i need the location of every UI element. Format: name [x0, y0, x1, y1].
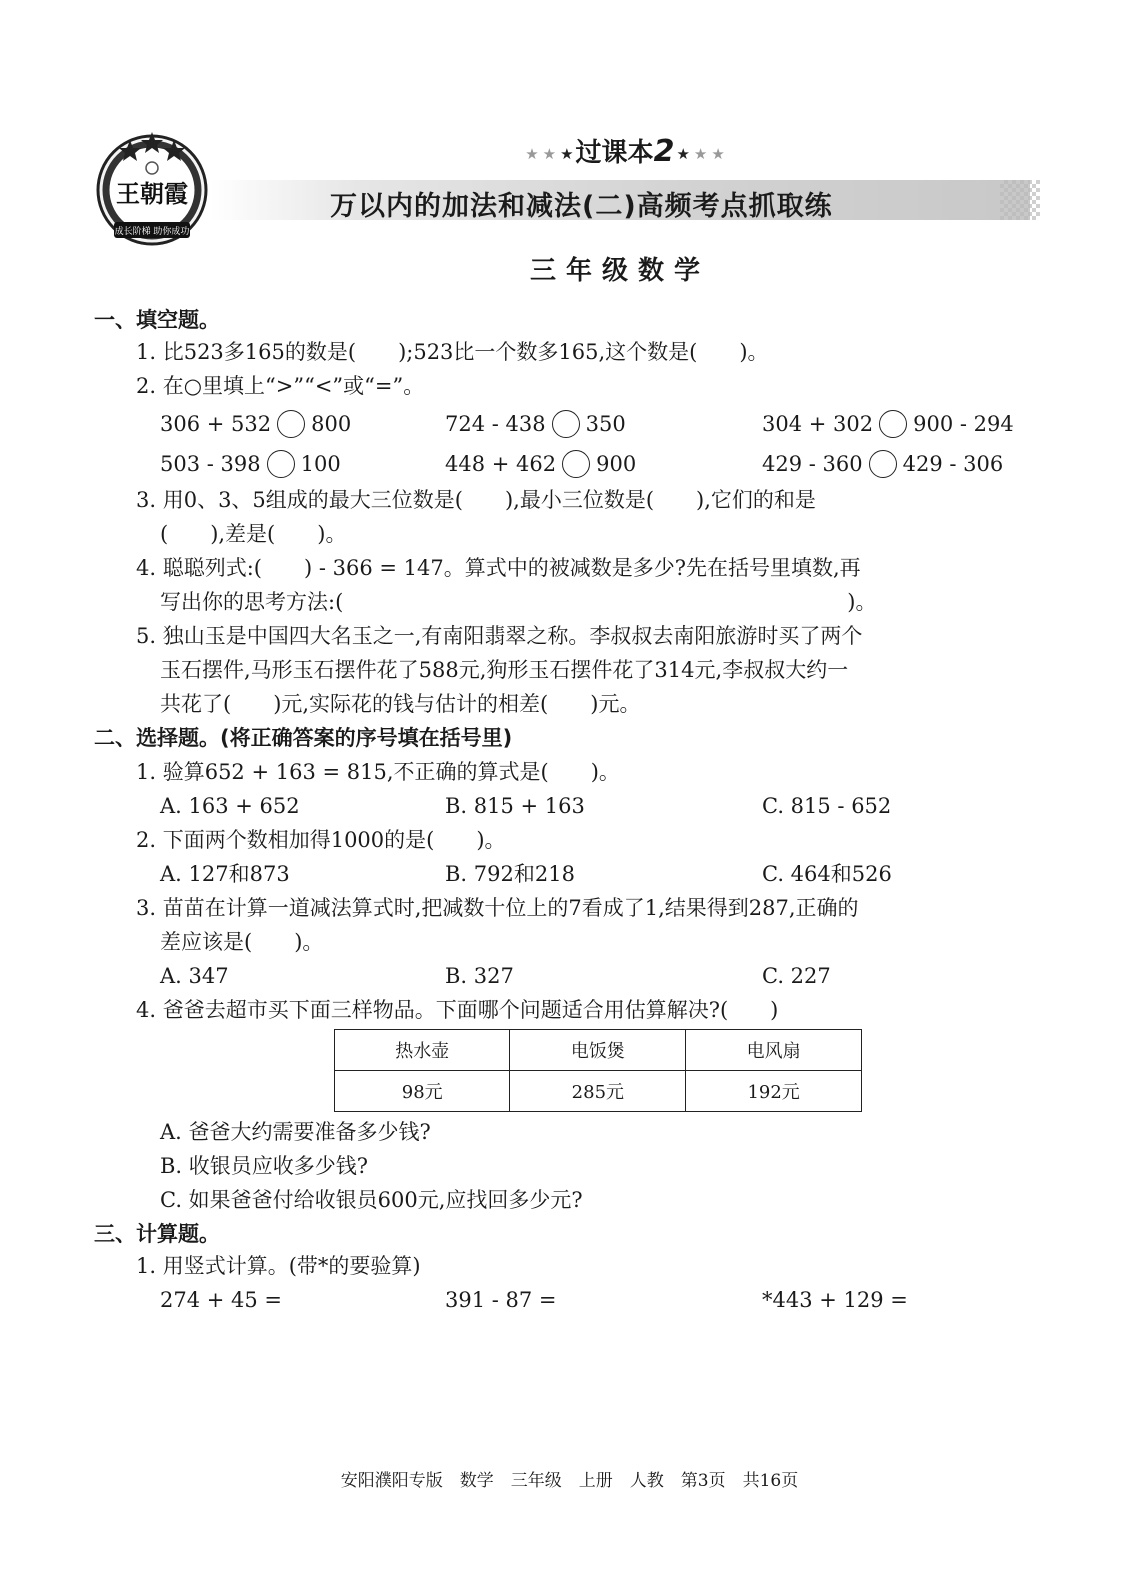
page-footer: 安阳濮阳专版 数学 三年级 上册 人教 第3页 共16页 — [340, 1471, 799, 1491]
question-text: 4. 聪聪列式:( ) - 366 = 147。算式中的被减数是多少?先在括号里填数,再 — [136, 556, 861, 580]
compare-right: 900 - 294 — [913, 412, 1014, 436]
star-icon: ★ — [560, 144, 574, 163]
svg-text:王朝霞: 王朝霞 — [116, 179, 188, 208]
section-heading-fill: 一、填空题。 — [94, 308, 220, 332]
question-text: 1. 验算652 + 163 = 815,不正确的算式是( )。 — [136, 760, 620, 784]
compare-left: 304 + 302 — [762, 412, 874, 436]
table-header-row — [335, 1030, 862, 1071]
question-text: 3. 苗苗在计算一道减法算式时,把减数十位上的7看成了1,结果得到287,正确的 — [136, 896, 859, 920]
calc-expression: 274 + 45 = — [160, 1288, 283, 1312]
option-b: B. 792和218 — [445, 862, 575, 886]
question-text: 共花了( )元,实际花的钱与估计的相差( )元。 — [160, 692, 641, 716]
option-b: B. 收银员应收多少钱? — [160, 1154, 369, 1178]
option-c: C. 815 - 652 — [762, 794, 892, 818]
option-a: A. 347 — [160, 964, 229, 988]
option-a: A. 爸爸大约需要准备多少钱? — [160, 1120, 431, 1144]
question-text: 2. 下面两个数相加得1000的是( )。 — [136, 828, 506, 852]
answer-circle[interactable] — [879, 410, 907, 438]
option-a: A. 163 + 652 — [160, 794, 300, 818]
compare-left: 724 - 438 — [445, 412, 546, 436]
compare-right: 350 — [585, 412, 626, 436]
page-subtitle: 三年级数学 — [529, 256, 710, 286]
section-heading-choice: 二、选择题。(将正确答案的序号填在括号里) — [94, 726, 513, 750]
question-text: 写出你的思考方法:( )。 — [160, 590, 877, 614]
option-c: C. 如果爸爸付给收银员600元,应找回多少元? — [160, 1188, 583, 1212]
series-label — [500, 132, 750, 169]
checker-decoration — [1000, 180, 1040, 220]
option-b: B. 815 + 163 — [445, 794, 585, 818]
compare-right: 429 - 306 — [902, 452, 1004, 476]
table-row — [335, 1071, 862, 1112]
compare-right: 800 — [311, 412, 352, 436]
series-number: 2 — [653, 134, 675, 169]
question-text: 5. 独山玉是中国四大名玉之一,有南阳翡翠之称。李叔叔去南阳旅游时买了两个 — [136, 624, 863, 648]
answer-circle[interactable] — [267, 450, 295, 478]
table-header-cell: 电风扇 — [686, 1030, 862, 1071]
answer-circle[interactable] — [552, 410, 580, 438]
compare-item — [762, 450, 1003, 478]
series-name: 过课本 — [575, 138, 654, 168]
question-text: 4. 爸爸去超市买下面三样物品。下面哪个问题适合用估算解决?( ) — [136, 998, 779, 1022]
star-icon: ★ — [542, 144, 557, 163]
goods-price-table — [334, 1029, 862, 1112]
table-cell: 98元 — [335, 1071, 510, 1112]
option-c: C. 464和526 — [762, 862, 892, 886]
star-icon: ★ — [693, 144, 708, 163]
star-icon: ★ — [711, 144, 725, 163]
compare-left: 429 - 360 — [762, 452, 863, 476]
brand-logo — [92, 128, 212, 248]
table-cell: 192元 — [686, 1071, 862, 1112]
answer-circle[interactable] — [562, 450, 590, 478]
option-a: A. 127和873 — [160, 862, 290, 886]
question-text: 玉石摆件,马形玉石摆件花了588元,狗形玉石摆件花了314元,李叔叔大约一 — [160, 658, 849, 682]
compare-item — [762, 410, 1014, 438]
compare-right: 900 — [596, 452, 637, 476]
option-c: C. 227 — [762, 964, 831, 988]
calc-expression: *443 + 129 = — [762, 1288, 908, 1312]
compare-item — [160, 410, 351, 438]
question-text: 1. 比523多165的数是( );523比一个数多165,这个数是( )。 — [136, 340, 769, 364]
question-text: ( ),差是( )。 — [160, 522, 347, 546]
section-heading-calc: 三、计算题。 — [94, 1222, 220, 1246]
table-header-cell: 热水壶 — [335, 1030, 510, 1071]
compare-item — [445, 450, 636, 478]
page-title: 万以内的加法和减法(二)高频考点抓取练 — [330, 191, 833, 222]
compare-left: 503 - 398 — [160, 452, 261, 476]
compare-item — [160, 450, 341, 478]
question-text: 3. 用0、3、5组成的最大三位数是( ),最小三位数是( ),它们的和是 — [136, 488, 816, 512]
table-header-cell: 电饭煲 — [510, 1030, 686, 1071]
answer-circle[interactable] — [869, 450, 897, 478]
question-text: 1. 用竖式计算。(带*的要验算) — [136, 1254, 421, 1278]
calc-expression: 391 - 87 = — [445, 1288, 557, 1312]
option-b: B. 327 — [445, 964, 514, 988]
svg-text:成长阶梯 助你成功: 成长阶梯 助你成功 — [114, 227, 190, 237]
table-cell: 285元 — [510, 1071, 686, 1112]
compare-item — [445, 410, 626, 438]
compare-right: 100 — [300, 452, 341, 476]
compare-left: 306 + 532 — [160, 412, 272, 436]
question-text: 差应该是( )。 — [160, 930, 324, 954]
compare-left: 448 + 462 — [445, 452, 557, 476]
answer-circle[interactable] — [277, 410, 305, 438]
star-icon: ★ — [525, 144, 539, 163]
star-icon: ★ — [676, 144, 690, 163]
question-text: 2. 在○里填上“>”“<”或“=”。 — [136, 374, 425, 398]
